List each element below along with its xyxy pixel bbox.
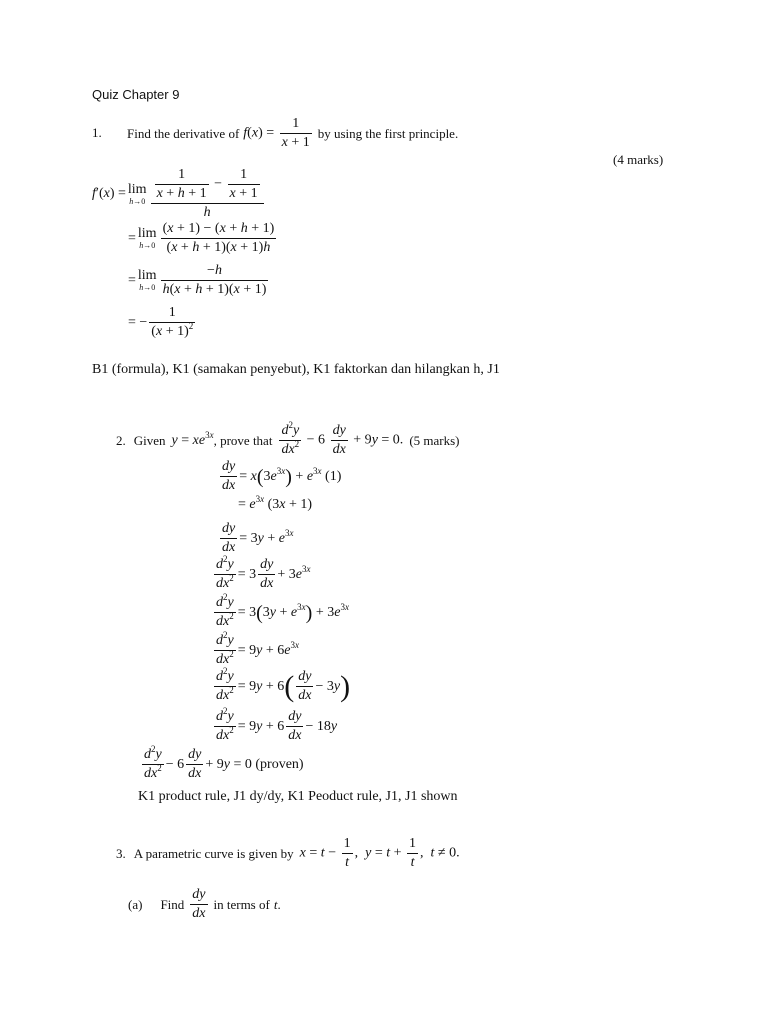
q2-step-2: = $e^{3x}$ (3x + 1)	[238, 494, 313, 512]
q1-function: f(x) = $\frac{1}{x + 1}$	[243, 116, 310, 150]
q3-prompt	[116, 837, 460, 870]
q1-prompt	[127, 117, 458, 150]
q1-step-4: = − $\frac{1}{(x + 1)^2}$	[128, 305, 194, 339]
q2-step-5: $\frac{d^2y}{dx^2}$ = $3(3y + e^{3x}) + 3e^{3x}$	[216, 592, 349, 629]
q3-parametric-eq: x = t − $\frac{1}{t}$ , y = t + $\frac{1}{t}$ , t ≠ 0.	[299, 836, 460, 870]
q2-given-label: Given	[133, 432, 166, 448]
q3-part-a-end: .	[277, 896, 281, 912]
q3-part-a	[128, 888, 281, 921]
q1-step-2: = lim h→0 $\frac{(x + 1) - (x + h + 1)}{(x + h + 1)(x + 1)h}$	[128, 221, 275, 255]
q3-prompt-text: A parametric curve is given by	[133, 845, 294, 861]
q3-part-a-label: (a)	[128, 896, 143, 912]
q2-marking-scheme: K1 product rule, J1 dy/dy, K1 Peoduct rule, J1, J1 shown	[138, 789, 458, 804]
q3-number: 3.	[116, 845, 126, 861]
q1-step-1: f′(x) = lim h→0 $\frac{1}{x + h + 1}$ − $\frac{1}{x + 1}$ h	[92, 168, 266, 220]
q2-marks: (5 marks)	[409, 432, 460, 448]
q3-part-a-var: t	[273, 896, 278, 912]
q2-step-3: $\frac{dy}{dx}$ = $3y + e^{3x}$	[222, 521, 294, 555]
q2-number: 2.	[116, 432, 126, 448]
q2-target-eq: $\frac{d^2y}{dx^2}$ − 6 $\frac{dy}{dx}$ + 9y = 0.	[281, 420, 404, 457]
q3-part-a-after: in terms of	[213, 896, 270, 912]
q1-prompt-before: Find the derivative of	[127, 125, 240, 141]
q2-conclusion: $\frac{d^2y}{dx^2}$ − 6 $\frac{dy}{dx}$ + 9y = 0 (proven)	[144, 744, 304, 781]
q1-marks: (4 marks)	[613, 152, 664, 167]
q2-given-eq: $y = xe^{3x}$	[171, 429, 214, 448]
page-title: Quiz Chapter 9	[92, 87, 180, 102]
q3-part-a-derivative: $\frac{dy}{dx}$	[192, 887, 206, 921]
q2-prove-label: , prove that	[213, 432, 273, 448]
q2-step-7: $\frac{d^2y}{dx^2}$ = 9y + 6 ( $\frac{dy}{dx}$ − 3y )	[216, 666, 351, 703]
q2-step-6: $\frac{d^2y}{dx^2}$ = $9y + 6e^{3x}$	[216, 630, 299, 667]
q1-prompt-after: by using the first principle.	[317, 125, 459, 141]
q2-proven-label: (proven)	[255, 756, 304, 772]
q1-marking-scheme: B1 (formula), K1 (samakan penyebut), K1 faktorkan dan hilangkan h, J1	[92, 362, 500, 377]
q1-number: 1.	[92, 125, 102, 140]
q3-part-a-find: Find	[160, 896, 185, 912]
q2-step-4: $\frac{d^2y}{dx^2}$ = 3 $\frac{dy}{dx}$ + $3e^{3x}$	[216, 554, 311, 591]
q2-prompt	[116, 420, 460, 457]
q2-step-1: $\frac{dy}{dx}$ = $x(3e^{3x}) + e^{3x}$ (1)	[222, 459, 342, 493]
q1-step-3: = lim h→0 $\frac{-h}{h(x + h + 1)(x + 1)}$	[128, 263, 267, 297]
q2-step-8: $\frac{d^2y}{dx^2}$ = 9y + 6 $\frac{dy}{dx}$ − 18y	[216, 706, 338, 743]
